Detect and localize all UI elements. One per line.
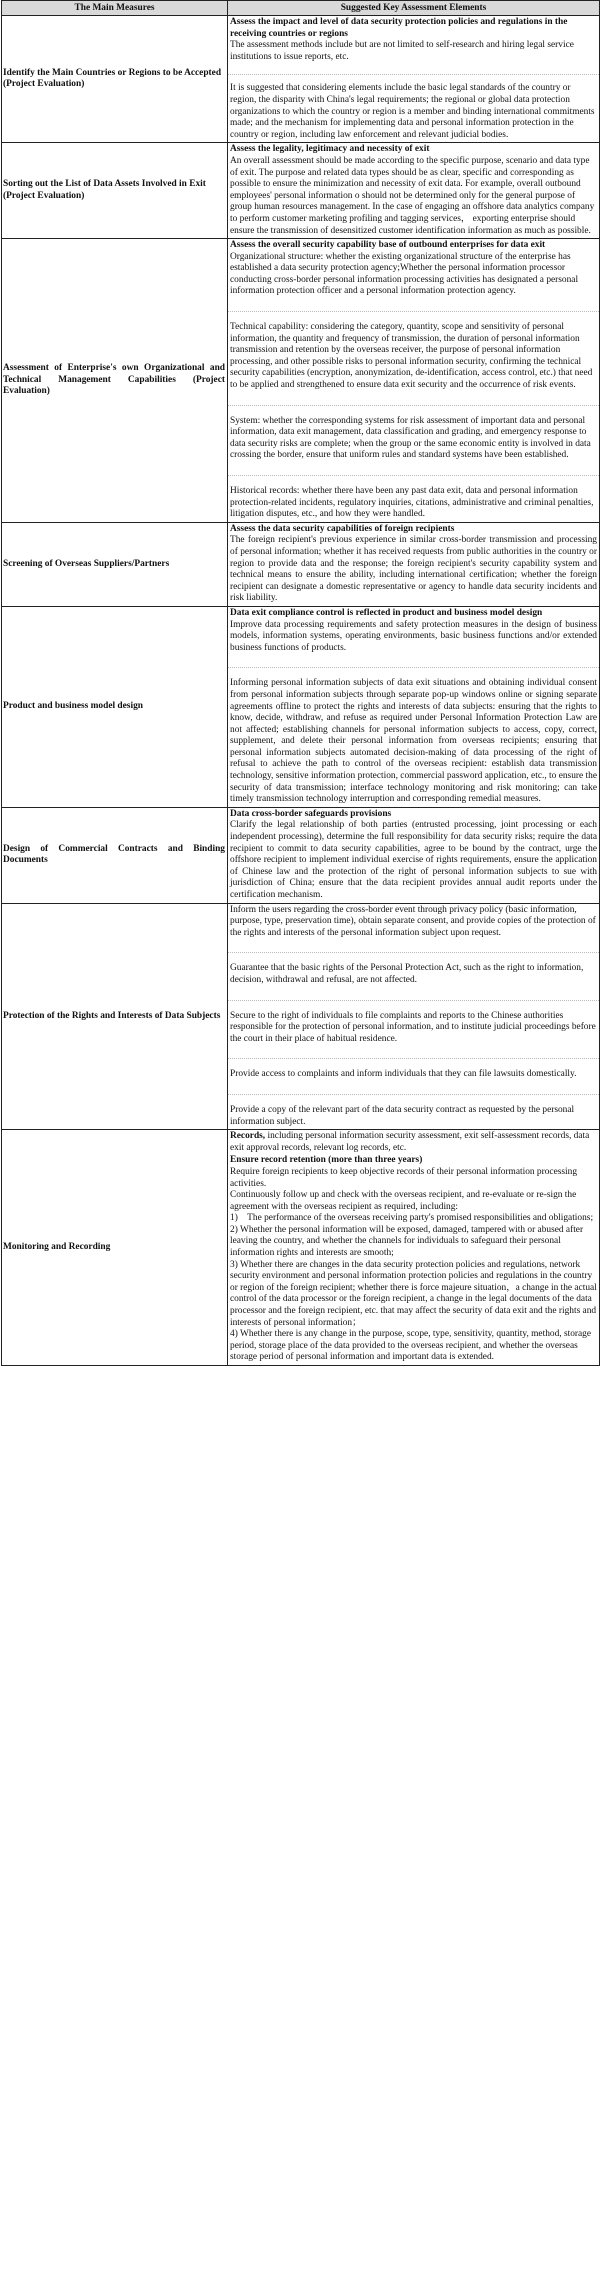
assessment-table xyxy=(1,0,600,1366)
element-paragraph: Organizational structure: whether the existing organizational structure of the enterprise has established a data security protection agency;Whether the personal information processor conducting cross-border personal information processing activities has designated a personal information protection officer and a personal information protection agency. xyxy=(230,251,579,297)
elements-cell xyxy=(228,143,600,239)
element-paragraph: An overall assessment should be made according to the specific purpose, scenario and data type of exit. The purpose and related data types should be as clear, specific and corresponding as possible to ensure the minimization and necessity of exit data. For example, overall outbound employees' personal information o should not be determined only for the general purpose of group human resources management. In the case of engaging an offshore data analytics company to perform customer marketing profiling and tagging services， exporting enterprise should ensure the transmission of desensitized customer identification information as much as possible. xyxy=(230,155,595,236)
table-row xyxy=(2,807,600,903)
elements-cell xyxy=(228,239,600,523)
monitoring-line: 3) Whether there are changes in the data security protection policies and regulations, network security environment and personal information protection policies and regulations in the country or region of the foreign recipient; whether there is force majeure situation，a change in the actual control of the data processor or the foreign recipient, a change in the legal documents of the data processor and the foreign recipient, etc. that may affect the security of data exit and the rights and interests of personal information； xyxy=(230,1259,597,1328)
element-paragraph: Improve data processing requirements and safety protection measures in the design of business models, information systems, operating environments, basic business functions and/or extended business functions of products. xyxy=(230,619,597,653)
table-row xyxy=(2,16,600,143)
monitoring-line: 2) Whether the personal information will be exposed, damaged, tampered with or abused after leaving the country, and whether the channels for individuals to safeguard their personal information rights and interests are smooth; xyxy=(230,1224,584,1259)
measure-cell: Sorting out the List of Data Assets Involved in Exit (Project Evaluation) xyxy=(2,143,228,239)
element-paragraph: Inform the users regarding the cross-border event through privacy policy (basic information, purpose, type, preservation time), obtain separate consent, and provide copies of the protection of the rights and interests of the personal information subject upon request. xyxy=(230,904,596,938)
element-paragraph: Clarify the legal relationship of both parties (entrusted processing, joint processing or each independent processing), determine the full responsibility for data security risks; require the data recipient to commit to data security capabilities, agree to be bound by the contract, urge the offshore recipient to implement individual exercise of rights requirements, ensure the application of Chinese law and the protection of the right of personal information subjects to sue with jurisdiction of China; ensure that the data recipient provides annual audit reports under the certification mechanism. xyxy=(230,820,597,900)
element-paragraph: Informing personal information subjects of data exit situations and obtaining individual consent from personal information subjects through separate pop-up windows online or signing separate agreements offline to protect the rights and interests of data subjects: ensuring that the rights to know, decide, withdraw, and refuse as required under Personal Information Protection Law are not affected; establishing channels for personal information subjects to access, copy, correct, supplement, and delete their personal information from overseas recipients; ensuring that personal information subjects automated decision-making of data processing of the right of refusal to achieve the path to control of the overseas recipient: establish data transmission technology, sensitive information protection, commercial password application, etc., to ensure the security of data transmission; interface technology monitoring and risk monitoring; can take timely transmission technology interruption and corresponding remedial measures. xyxy=(228,667,599,807)
element-title: Assess the legality, legitimacy and necessity of exit xyxy=(230,144,430,155)
element-paragraph: Technical capability: considering the category, quantity, scope and sensitivity of personal information, the quantity and frequency of transmission, the duration of personal information transmission and retention by the overseas receiver, the purpose of personal information processing, and other possible risks to personal information security, confirming the technical security capabilities (encryption, anonymization, de-identification, access control, etc.) that need to be applied and strengthened to ensure data exit security and the occurrence of risk events. xyxy=(228,311,599,393)
element-title: Assess the data security capabilities of foreign recipients xyxy=(230,523,455,534)
measure-cell: Screening of Overseas Suppliers/Partners xyxy=(2,522,228,606)
elements-cell xyxy=(228,606,600,807)
elements-cell xyxy=(228,807,600,903)
table-row xyxy=(2,903,600,1130)
element-paragraph: It is suggested that considering elements include the basic legal standards of the country or region, the disparity with China's legal requirements; the regional or global data protection organizations to which the country or region is a member and binding international commitments made; and the mechanism for implementing data and personal information protection in the country or region, including law enforcement and relevant judicial bodies. xyxy=(228,74,599,142)
element-paragraph: The assessment methods include but are not limited to self-research and hiring legal service institutions to issue reports, etc. xyxy=(230,40,574,62)
measure-cell: Assessment of Enterprise's own Organizational and Technical Management Capabilities (Project Evaluation) xyxy=(2,239,228,523)
table-header-row xyxy=(2,1,600,16)
measure-cell: Design of Commercial Contracts and Binding Documents xyxy=(2,807,228,903)
element-paragraph: Provide access to complaints and inform individuals that they can file lawsuits domestically. xyxy=(228,1058,599,1082)
element-paragraph: Provide a copy of the relevant part of the data security contract as requested by the personal information subject. xyxy=(228,1094,599,1129)
table-row xyxy=(2,239,600,523)
element-title: Data cross-border safeguards provisions xyxy=(230,808,392,819)
element-paragraph: The foreign recipient's previous experience in similar cross-border transmission and processing of personal information; whether it has received requests from public authorities in the country or region to provide data and the response; the foreign recipient's security capability system and technical means to ensure the ability, including international certification; whether the foreign recipient can designate a domestic representative or agency to handle data security incidents and risk liability. xyxy=(230,535,597,604)
element-title: Assess the overall security capability base of outbound enterprises for data exit xyxy=(230,240,546,251)
retention-title: Ensure record retention (more than three years) xyxy=(230,1155,423,1166)
records-paragraph xyxy=(228,1130,599,1155)
measure-cell: Product and business model design xyxy=(2,606,228,807)
monitoring-line: Require foreign recipients to keep objective records of their personal information processing activities. xyxy=(230,1166,578,1189)
elements-cell xyxy=(228,1130,600,1366)
document xyxy=(1,0,599,1366)
elements-cell xyxy=(228,16,600,143)
table-row xyxy=(2,1130,600,1366)
header-main-measures: The Main Measures xyxy=(2,1,228,16)
element-paragraph: Secure to the right of individuals to file complaints and reports to the Chinese authorities responsible for the protection of personal information, and to institute judicial proceedings before the court in their place of habitual residence. xyxy=(228,1000,599,1047)
element-title: Data exit compliance control is reflected in product and business model design xyxy=(230,607,543,618)
header-key-elements: Suggested Key Assessment Elements xyxy=(228,1,600,16)
table-row xyxy=(2,606,600,807)
monitoring-line: 4) Whether there is any change in the purpose, scope, type, sensitivity, quantity, method, storage period, storage place of the data provided to the overseas recipient, and whether the overseas storage period of personal information and important data is extended. xyxy=(230,1329,592,1363)
records-text: including personal information security assessment, exit self-assessment records, data exit approval records, relevant log records, etc. xyxy=(230,1131,590,1153)
elements-cell xyxy=(228,903,600,1130)
element-title: Assess the impact and level of data security protection policies and regulations in the receiving countries or regions xyxy=(230,17,568,39)
element-paragraph: Historical records: whether there have been any past data exit, data and personal information protection-related incidents, regulatory inquiries, citations, administrative and criminal penalties, litigation disputes, etc., and how they were handled. xyxy=(228,475,599,522)
elements-cell xyxy=(228,522,600,606)
table-row xyxy=(2,522,600,606)
measure-cell: Protection of the Rights and Interests of Data Subjects xyxy=(2,903,228,1130)
records-label: Records, xyxy=(230,1131,266,1142)
monitoring-line: 1) The performance of the overseas receiving party's promised responsibilities and obligations; xyxy=(230,1213,594,1224)
monitoring-line: Continuously follow up and check with the overseas recipient, and re-evaluate or re-sign the agreement with the overseas recipient as required, including: xyxy=(230,1190,577,1212)
table-row xyxy=(2,143,600,239)
element-paragraph: System: whether the corresponding systems for risk assessment of important data and personal information, data exit management, data classification and grading, and emergency response to data security risks are complete; when the group or the same economic entity is involved in data crossing the border, ensure that uniform rules and standard systems have been established. xyxy=(228,405,599,463)
element-paragraph: Guarantee that the basic rights of the Personal Protection Act, such as the right to information, decision, withdrawal and refusal, are not affected. xyxy=(228,952,599,987)
measure-cell: Monitoring and Recording xyxy=(2,1130,228,1366)
measure-cell: Identify the Main Countries or Regions to be Accepted (Project Evaluation) xyxy=(2,16,228,143)
